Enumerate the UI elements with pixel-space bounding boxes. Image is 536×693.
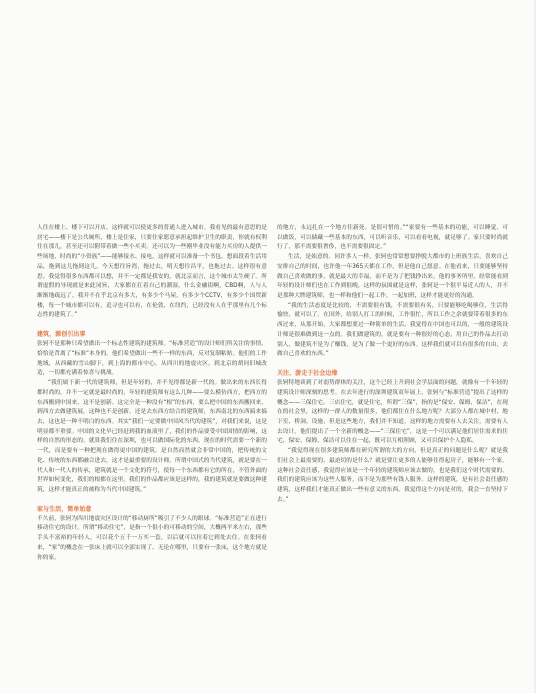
paragraph: 人往在楼上、楼下可以开店，这样就可以使更多的普通人进入城市。我看见的最有意思的是居宅——楼下是公共厕所，楼上是住家，只要住家愿意承担起维护卫生的职责，你就有权利住在那儿，甚至还可以附带着做一些小买卖。还可以为一些刚毕业没有能力买房的人提供一些场地，时尚的“小资族”——能够接水、接电，这样就可以准备一个书包，想面段着生活用品，拖到这儿拖到这儿。今天想往旨湾，拖过去，明天想往昌平，也拖过去。这样很有意思。我觉得很多东西都可以想，并不一定都是我安的，就北京而言，这个城市太生硬了。所谓虚假的导现就是来此词旨，大家都在扛着自己的潮湿，什么金融街啊，CBD啊，人与人渐渐地疏远了。我并不在乎北京有多大，有多少个马屋，有多少个CCTV，有多少个国贸新楼，每一个城市都可以有，追寻也可以有，在伦敦，在纽约，已经没有人在乎那里有几个标志性的建筑了。” bbox=[37, 225, 267, 319]
paragraph: “我觉得现在很多建筑师都在研究所谓的大的方向，但是真正的问题是什么呢？就是我们社会上最需要的、最迫切的是什么？就是要让更多的人能够住得起房子，能够有一个家。这种社会责任感，我觉得应该是一个年轻的建筑师应该去做的，也是我们这个时代需要的。我们的建筑应该为这些人服务，而不是为那些有钱人服务。这样的建筑，是有社会责任感的建筑，这样我们才能真正做出一些有意义的东西。我觉得这个方向是对的，我会一直坚持下去。” bbox=[277, 448, 508, 503]
paragraph: 不久前，张轲为四川地震灾区设计的“移动厨所”吸引了不少人的眼球。“标准营造”正在进行移动住宅的设计。所谓“移动住宅”，是指一个很小的可移动的空间，大概两平米左右，那些手头不富裕的年轻人，可以花个五千一万买一套，以后就可以拉着它到处去住。在张轲看来，“家”的概念在一张床上就可以全部实现了。无论在哪里，只要有一张床，这个地方就是你的家。 bbox=[37, 515, 268, 561]
paragraph: “我们属于新一代的建筑师，但是年轻的，并不见得都是新一代的。做出来的东西长得都时尚的，并不一定就是最时尚的，年轻的建筑师有这么几种——要么模仿西方，把西方的东西搬到中国来，这不是创新。这完全是一种没有“根”的东西，要么把中国的东西搬回来，到西方去做建筑展，这种也不是创新。还是去东西方结合的建筑师，东西南北的东西搞来搞去，这也是一种不明白的东西。其实“我们一定要做中国风当代的建筑”，对我们来说，这是明显都不重要。中国的文化早已经赶到我的血液里了，我们的作品要受中国国情的影响，这样的自然的形态的。就算我们住在深圳，也可以做国际化的东西。现在的时代需要一个新的一代，而是要有一种把现在做得更中国的建筑。是自然而然就会非常中国的，把传统的文化、传统的东西都融合进去，这才是最重要的设计师。所谓中国式的当代建筑，就是要在一代人和一代人的传承，建筑就是一个文化的符号，使每一个东西都有它的所在，不管外面的世界如何变化，我们的根都在这里。我们的作品都应该是这样的，我的建筑就是要做这种建筑，这样才能真正的被称为当代中国建筑。” bbox=[37, 380, 267, 493]
section-heading: 家与生活，简单始意 bbox=[37, 505, 92, 513]
paragraph: “我的生活态度是比较的，不需要很有钱，不需要很有名，只要能够吃喝够住，生活得愉快、就可以了。在国外，给别人打工的时候，工作很忙，所以工作之余就要带着很多的东西过来，从那开始，大家都想要过一种简单的生活。我觉得在中国也可以的，一般的建筑设计师是很难做到这一点的。我们做建筑的，就是要有一种很好的心态，用自己的作品去打动别人，做建筑不是为了赚钱，是为了做一个更好的东西。这样我们就可以有很多的自由，去做自己喜欢的东西。” bbox=[277, 302, 508, 358]
section-heading: 关注、游走于社会边缘 bbox=[277, 370, 338, 378]
section-heading: 建筑，源创引出事 bbox=[37, 331, 86, 339]
paragraph: 张轲不是那种只希望做出一个标志性建筑的建筑师。“标准营造”的设计师们所关注的事情，恰恰是背离了“标准”本身的。他们希望做出一些不一样的东西，反对复制粘贴。他们的工作地域，从西藏的雪山脚下，到上海的都市中心，从四川的地震灾区，到北京的胡同旧城改造，一切都充满着惊喜与挑战。 bbox=[37, 341, 267, 377]
paragraph: 张轲特地谈到了对弱势群体的关注，这个已经上升到社会学层面的问题，就像有一个年轻的建筑设计师深刻的思考。在去年进行的深圳建筑双年展上，张轲与“标准营造”提出了这样的概念——三保住宅。三店住宅，就是住宅，所谓“三保”，指的是“保安、保姆、保洁”，在现在的社会里，这样的一群人的数量很多，他们都住在什么地方呢？大部分人都在城中村、地下室、桥洞、设施，但是这些地方，我们并不知道。这样的地方需要有人去关注，需要有人去设计。他们提出了一个全新的概念——“三保住宅”，这是一个可以满足他们居住需求的住宅，保安、保姆、保洁可以住在一起，既可以互相照顾，又可以保护个人隐私。 bbox=[277, 380, 508, 445]
paragraph: 生活，是始意的。同许多人一样，张轲也常常想要挣脱大都市的上班族生活，喜欢自己安排自己的时间，也许他一年365天都在工作，但是他自己愿意。在他看来，只要能够坚持做自己喜欢做的事，就是最大的幸福，而不是为了把钱挣出来，他的事务所里，经常能看到年轻的设计师们也在工作到很晚，这样的氛围就是这样，张轲是一个很平易近人的人，并不是那种大牌建筑师，也一样和他们一起工作，一起加班，这样才能更好的沟通。 bbox=[277, 254, 508, 300]
paragraph: 的地方，永远扎在一个地方往新死。是很可惜的。”“家要有一些基本的功能，可以睡觉、可以做饭，可以储藏一些基本的东西，可以听音乐，可以看看电视，就足够了。家只要时尚就行了，那不需要很奢侈，也不需要很固定。” bbox=[277, 225, 508, 251]
article-column-left bbox=[37, 224, 267, 563]
article-column-right bbox=[277, 224, 508, 505]
